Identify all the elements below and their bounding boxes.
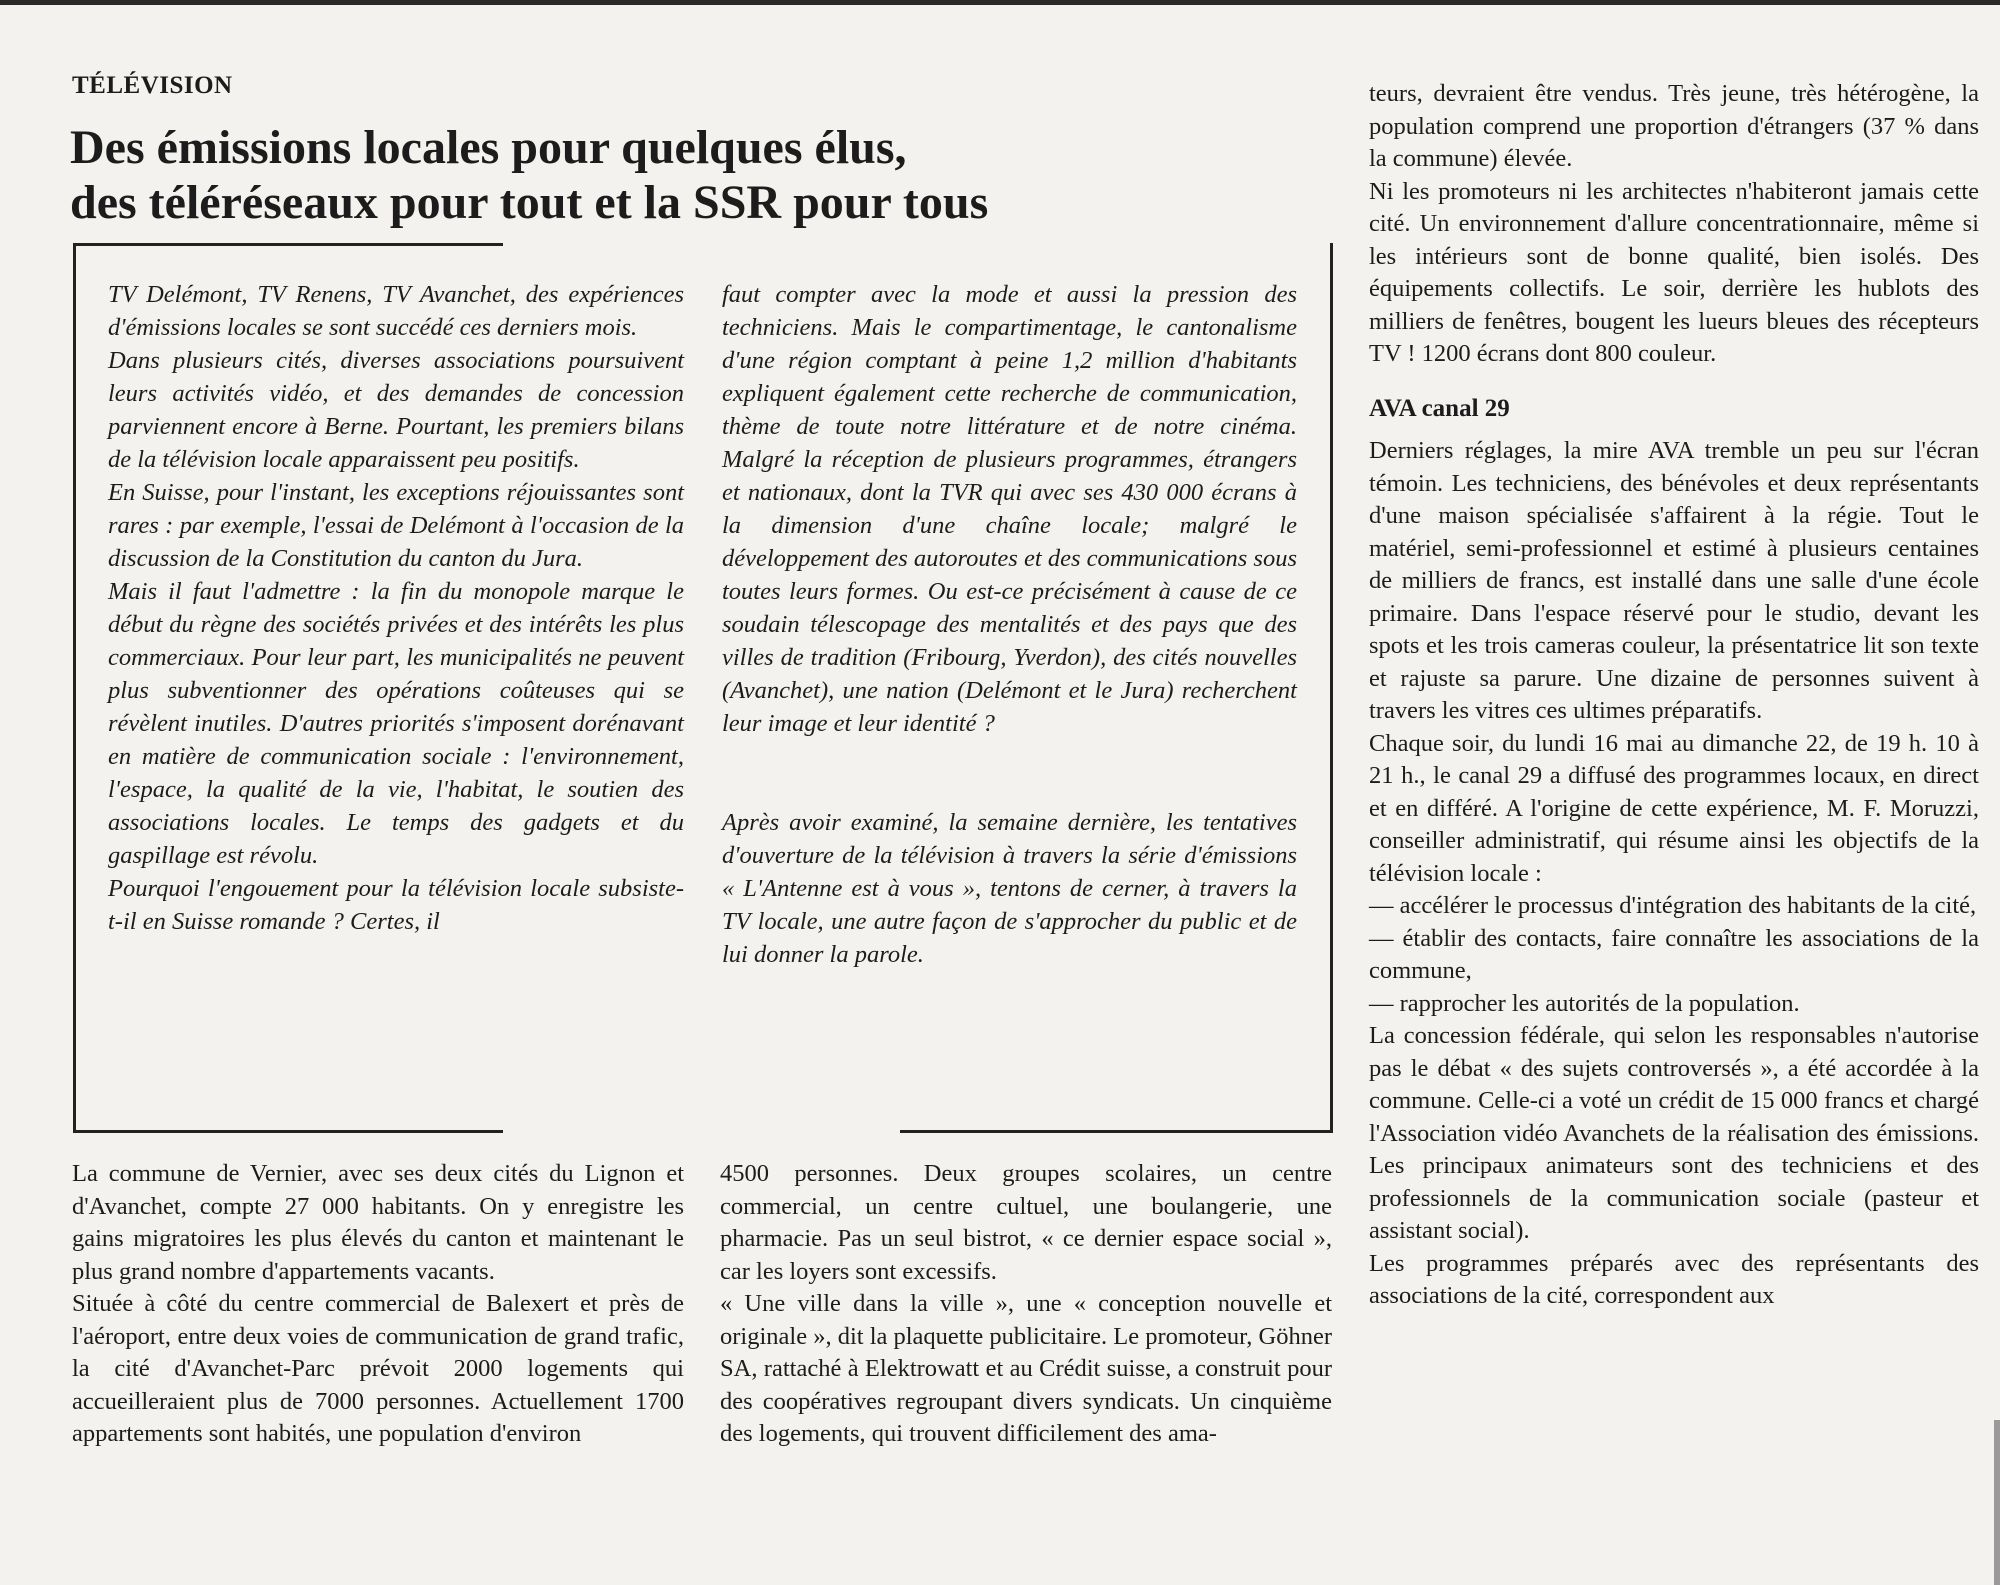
body-paragraph: 4500 personnes. Deux groupes scolaires, un centre commercial, un centre cultuel, une boulangerie, une pharmacie. Pas un seul bistrot, « ce dernier espace social », car les loyers sont excessifs. <box>720 1160 1332 1285</box>
lede-paragraph: TV Delémont, TV Renens, TV Avanchet, des expériences d'émissions locales se sont succédé ces derniers mois. <box>108 281 684 341</box>
lede-column-left <box>108 278 684 938</box>
page-edge-top <box>0 0 2000 5</box>
lede-box-bottom-rule-right <box>900 1130 1333 1133</box>
body-paragraph: Située à côté du centre commercial de Balexert et près de l'aéroport, entre deux voies de communication de grand trafic, la cité d'Avanchet-Parc prévoit 2000 logements qui accueilleraient plus de 7000 personnes. Actuellement 1700 appartements sont habités, une population d'environ <box>72 1290 684 1447</box>
body-list-item: — rapprocher les autorités de la population. <box>1369 989 1800 1017</box>
body-paragraph: Ni les promoteurs ni les architectes n'habiteront jamais cette cité. Un environnement d'allure concentrationnaire, même si les intérieurs sont de bonne qualité, bien isolés. Des équipements collectifs. Le soir, derrière les hublots des milliers de fenêtres, bougent les lueurs bleues des récepteurs TV ! 1200 écrans dont 800 couleur. <box>1369 177 1979 367</box>
lede-column-right <box>722 278 1297 971</box>
lede-spacer <box>722 740 1297 806</box>
page-edge-right <box>1994 1420 2000 1585</box>
headline-line-2: des téléréseaux pour tout et la SSR pour tous <box>70 176 989 229</box>
lede-paragraph: faut compter avec la mode et aussi la pression des techniciens. Mais le compartimentage, le cantonalisme d'une région comptant à peine 1,2 million d'habitants expliquent également cette recherche de communication, thème de toute notre littérature et de notre cinéma. Malgré la réception de plusieurs programmes, étrangers et nationaux, dont la TVR qui avec ses 430 000 écrans à la dimension d'une chaîne locale; malgré le développement des autoroutes et des communications sous toutes leurs formes. Ou est-ce précisément à cause de ce soudain télescopage des mentalités et des pays que des villes de tradition (Fribourg, Yverdon), des cités nouvelles (Avanchet), une nation (Delémont et le Jura) recherchent leur image et leur identité ? <box>722 281 1297 737</box>
lede-box-bottom-rule-left <box>73 1130 503 1133</box>
lede-paragraph: Mais il faut l'admettre : la fin du monopole marque le début du règne des sociétés privées et des intérêts les plus commerciaux. Pour leur part, les municipalités ne peuvent plus subventionner des opérations coûteuses qui se révèlent inutiles. D'autres priorités s'imposent dorénavant en matière de communication sociale : l'environnement, l'espace, la qualité de la vie, l'habitat, le soutien des associations locales. Le temps des gadgets et du gaspillage est révolu. <box>108 578 684 869</box>
lede-paragraph: Dans plusieurs cités, diverses associations poursuivent leurs activités vidéo, et des demandes de concession parviennent encore à Berne. Pourtant, les premiers bilans de la télévision locale apparaissent peu positifs. <box>108 347 684 473</box>
article-headline <box>70 120 1370 230</box>
section-subheading: AVA canal 29 <box>1369 394 1510 422</box>
body-column-2 <box>720 1158 1332 1451</box>
body-paragraph: Les programmes préparés avec des représentants des associations de la cité, correspondent aux <box>1369 1249 1979 1309</box>
body-column-1 <box>72 1158 684 1451</box>
body-list-item: — établir des contacts, faire connaître les associations de la commune, <box>1369 924 1979 984</box>
body-column-3 <box>1369 78 1979 1313</box>
body-paragraph: « Une ville dans la ville », une « conception nouvelle et originale », dit la plaquette publicitaire. Le promoteur, Göhner SA, rattaché à Elektrowatt et au Crédit suisse, a construit pour des coopératives regroupant divers syndicats. Un cinquième des logements, qui trouvent difficilement des ama- <box>720 1290 1332 1447</box>
body-paragraph: La concession fédérale, qui selon les responsables n'autorise pas le débat « des sujets controversés », a été accordée à la commune. Celle-ci a voté un crédit de 15 000 francs et chargé l'Association vidéo Avanchets de la réalisation des émissions. Les principaux animateurs sont des techniciens et des professionnels de la communication sociale (pasteur et assistant social). <box>1369 1022 1979 1244</box>
body-paragraph: Derniers réglages, la mire AVA tremble un peu sur l'écran témoin. Les techniciens, des bénévoles et deux représentants d'une maison spécialisée s'affairent à la régie. Tout le matériel, semi-professionnel et estimé à plusieurs centaines de milliers de francs, est installé dans une salle d'une école primaire. Dans l'espace réservé pour le studio, devant les spots et les trois cameras couleur, la présentatrice lit son texte et rajuste sa parure. Une dizaine de personnes suivent à travers les vitres ces ultimes préparatifs. <box>1369 437 1979 724</box>
body-paragraph: Chaque soir, du lundi 16 mai au dimanche 22, de 19 h. 10 à 21 h., le canal 29 a diffusé des programmes locaux, en direct et en différé. A l'origine de cette expérience, M. F. Moruzzi, conseiller administratif, qui résume ainsi les objectifs de la télévision locale : <box>1369 729 1979 887</box>
section-rubric: TÉLÉVISION <box>72 72 233 99</box>
body-paragraph: teurs, devraient être vendus. Très jeune, très hétérogène, la population comprend une proportion d'étrangers (37 % dans la commune) élevée. <box>1369 80 1979 172</box>
body-list-item: — accélérer le processus d'intégration des habitants de la cité, <box>1369 892 1977 919</box>
lede-box-top-rule <box>73 243 503 246</box>
lede-paragraph: Après avoir examiné, la semaine dernière, les tentatives d'ouverture de la télévision à travers la série d'émissions « L'Antenne est à vous », tentons de cerner, à travers la TV locale, une autre façon de s'approcher du public et de lui donner la parole. <box>722 809 1297 968</box>
lede-paragraph: En Suisse, pour l'instant, les exceptions réjouissantes sont rares : par exemple, l'essai de Delémont à l'occasion de la discussion de la Constitution du canton du Jura. <box>108 479 684 572</box>
headline-line-1: Des émissions locales pour quelques élus, <box>70 121 907 174</box>
body-paragraph: La commune de Vernier, avec ses deux cités du Lignon et d'Avanchet, compte 27 000 habitants. On y enregistre les gains migratoires les plus élevés du canton et maintenant le plus grand nombre d'appartements vacants. <box>72 1160 684 1285</box>
lede-paragraph: Pourquoi l'engouement pour la télévision locale subsiste-t-il en Suisse romande ? Certes, il <box>108 875 684 935</box>
